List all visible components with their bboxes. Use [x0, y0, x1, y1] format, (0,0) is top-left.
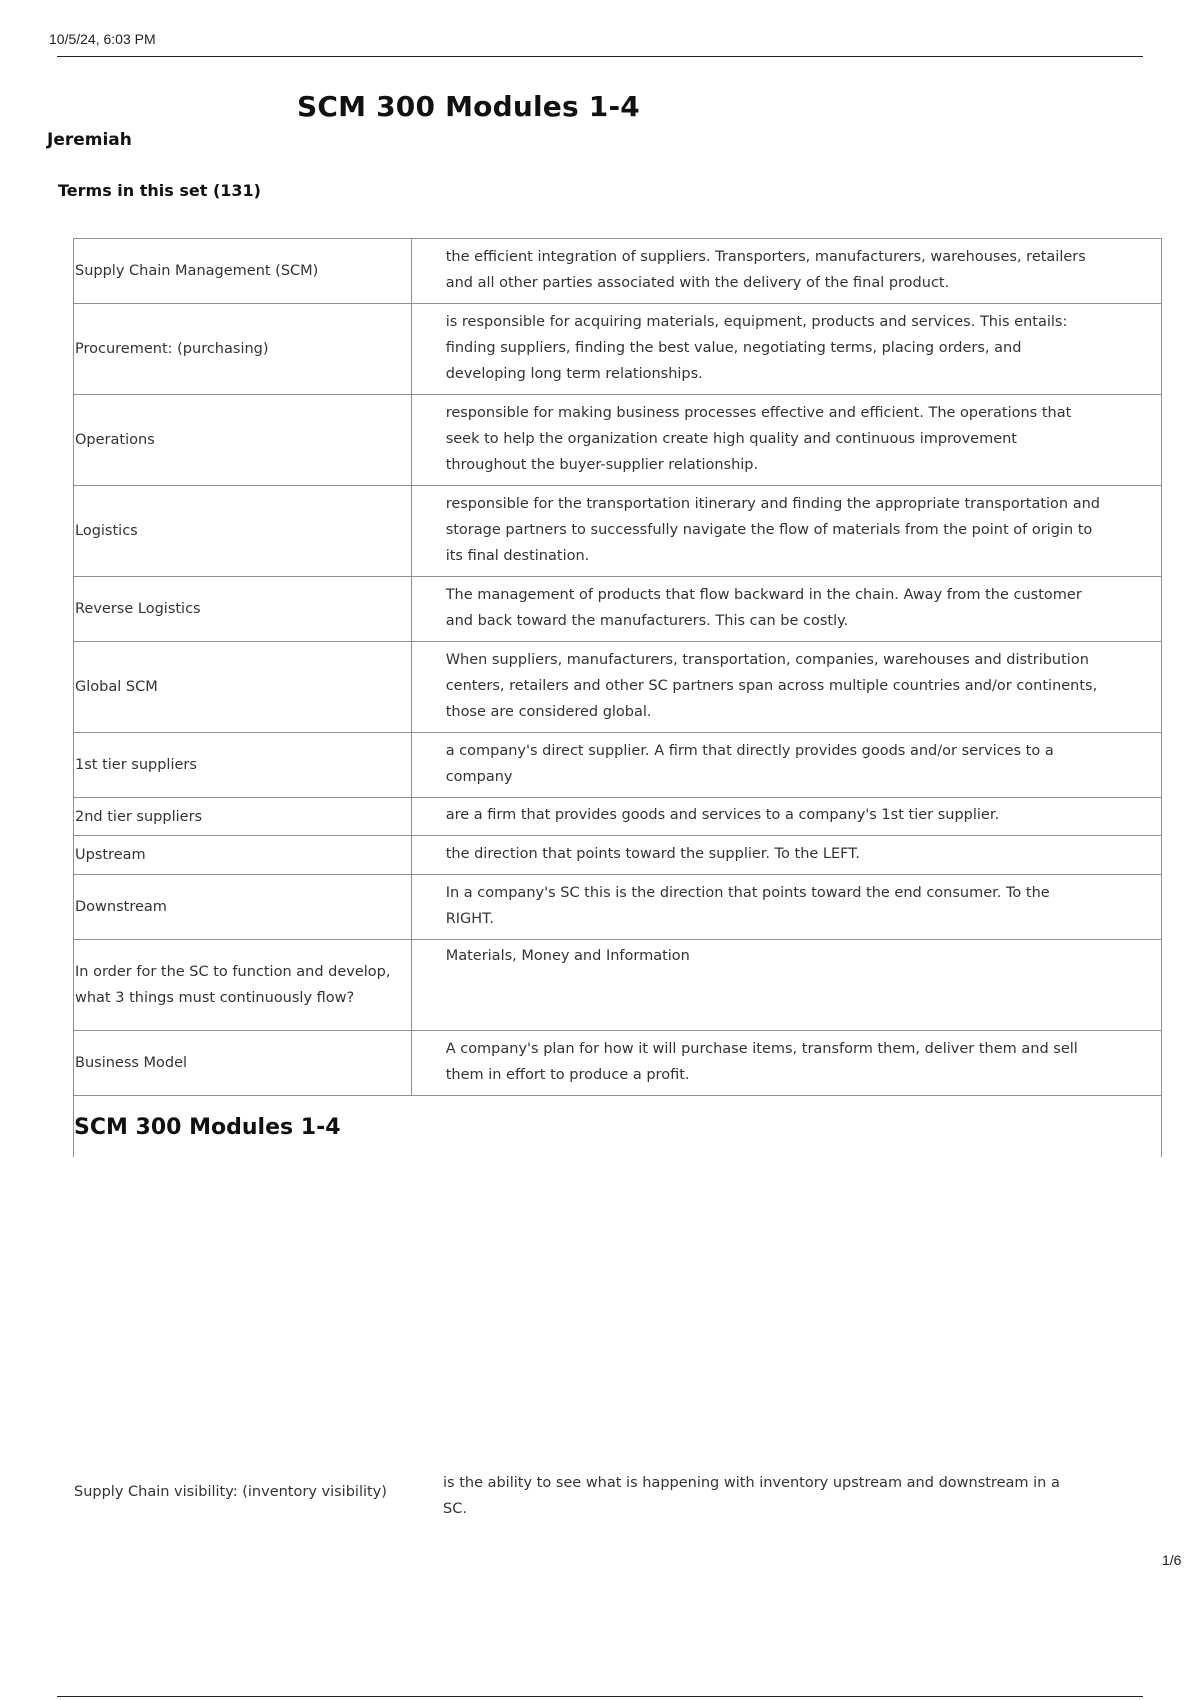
- page-title: SCM 300 Modules 1-4: [297, 90, 640, 123]
- table-row: [74, 733, 1162, 798]
- definition-cell: Materials, Money and Information: [411, 940, 1161, 1031]
- term-cell: Reverse Logistics: [74, 577, 412, 642]
- definition-text: is the ability to see what is happening with inventory upstream and downstream in a SC.: [443, 1475, 1060, 1517]
- term-cell: Downstream: [74, 875, 412, 940]
- print-timestamp: 10/5/24, 6:03 PM: [49, 31, 156, 47]
- definition-cell: the direction that points toward the supplier. To the LEFT.: [411, 836, 1161, 875]
- table-row: [74, 304, 1162, 395]
- terms-count-heading: Terms in this set (131): [58, 181, 261, 200]
- term-cell: Upstream: [74, 836, 412, 875]
- terms-table: [73, 238, 1162, 1096]
- definition-cell: a company's direct supplier. A firm that directly provides goods and/or services to a company: [411, 733, 1161, 798]
- table-row: [74, 395, 1162, 486]
- table-row: [74, 577, 1162, 642]
- term-cell: Procurement: (purchasing): [74, 304, 412, 395]
- table-row: [74, 940, 1162, 1031]
- term-cell: Business Model: [74, 1031, 412, 1096]
- table-row: [74, 486, 1162, 577]
- definition-cell: responsible for the transportation itinerary and finding the appropriate transportation and storage partners to successfully navigate the flow of materials from the point of origin to its final destination.: [411, 486, 1161, 577]
- term-cell: Operations: [74, 395, 412, 486]
- table-row: [74, 1031, 1162, 1096]
- section-heading: SCM 300 Modules 1-4: [74, 1115, 341, 1140]
- definition-cell: is responsible for acquiring materials, equipment, products and services. This entails: finding suppliers, finding the best value, negotiating terms, placing orders, and developing long term relationships.: [411, 304, 1161, 395]
- table-row: [74, 798, 1162, 836]
- definition-cell: In a company's SC this is the direction that points toward the end consumer. To the RIGHT.: [411, 875, 1161, 940]
- definition-cell: A company's plan for how it will purchase items, transform them, deliver them and sell them in effort to produce a profit.: [411, 1031, 1161, 1096]
- term-text: Supply Chain visibility: (inventory visibility): [74, 1484, 387, 1500]
- term-cell: Supply Chain Management (SCM): [74, 239, 412, 304]
- term-cell: Global SCM: [74, 642, 412, 733]
- term-cell: 1st tier suppliers: [74, 733, 412, 798]
- definition-cell: responsible for making business processes effective and efficient. The operations that seek to help the organization create high quality and continuous improvement throughout the buyer-supplier relationship.: [411, 395, 1161, 486]
- footer-divider: [57, 1696, 1143, 1697]
- definition-cell: When suppliers, manufacturers, transportation, companies, warehouses and distribution centers, retailers and other SC partners span across multiple countries and/or continents, those are considered global.: [411, 642, 1161, 733]
- header-divider: [57, 56, 1143, 57]
- section-frame: [73, 1093, 1162, 1157]
- term-cell: Logistics: [74, 486, 412, 577]
- term-cell: 2nd tier suppliers: [74, 798, 412, 836]
- definition-cell: The management of products that flow backward in the chain. Away from the customer and back toward the manufacturers. This can be costly.: [411, 577, 1161, 642]
- table-row: [74, 239, 1162, 304]
- term-cell: In order for the SC to function and develop, what 3 things must continuously flow?: [74, 940, 412, 1031]
- page-number: 1/6: [1162, 1552, 1182, 1568]
- table-row: [74, 642, 1162, 733]
- definition-cell: are a firm that provides goods and services to a company's 1st tier supplier.: [411, 798, 1161, 836]
- author-name: Jeremiah: [47, 130, 132, 150]
- definition-cell: the efficient integration of suppliers. Transporters, manufacturers, warehouses, retailers and all other parties associated with the delivery of the final product.: [411, 239, 1161, 304]
- table-row: [74, 875, 1162, 940]
- table-row: [74, 836, 1162, 875]
